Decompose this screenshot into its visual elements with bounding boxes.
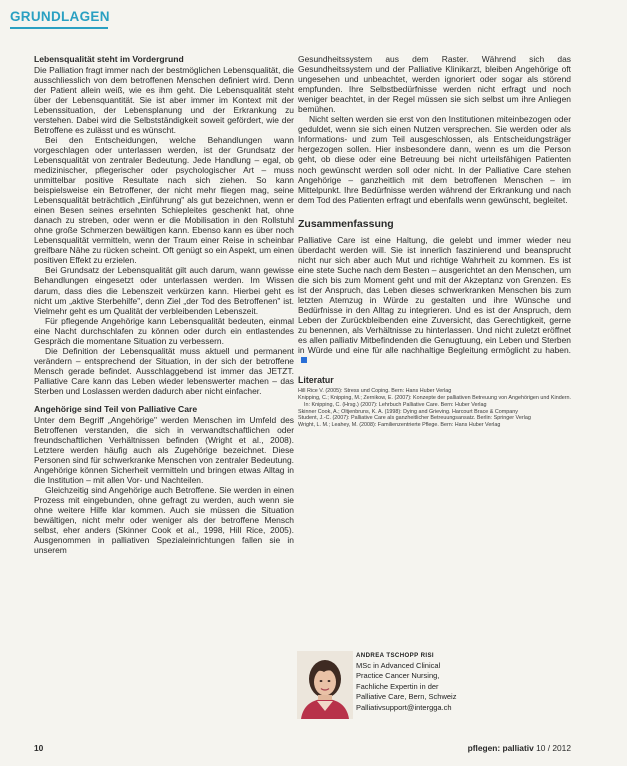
author-qualification: MSc in Advanced Clinical <box>356 661 441 670</box>
paragraph: Gleichzeitig sind Angehörige auch Betroffene. Sie werden in einen Prozess mit eingebunden, ohne gefragt zu werden, auch wenn sie ohne weitere Hilfe klar kommen. Auch sie müssen die Situation bewältigen, nicht mehr oder weniger als der betroffene Mensch selbst, eher anders (Skinner Cook et al., 1998, Hill Rice, 2005). Ausgenommen in palliativen Spezialeinrichtungen fallen sie in unserem <box>34 484 294 556</box>
paragraph: Nicht selten werden sie erst von den Institutionen miteinbezogen oder geduldet, wenn sie sich einen Nutzen versprechen. Sie werden oder als Informations- und zum Teil ausgeschlossen, als Entscheidungsträger hergezogen sollen. Hier insbesondere dann, wenn es um die Person geht, ob diese oder eine Betreuung bei nicht urteilsfähigen Patienten noch gewünscht werden soll oder nicht. In der Palliative Care stehen Angehörige – ganzheitlich mit dem betroffenen Menschen – im Mittelpunkt. Ihre Bedürfnisse werden während der Erkrankung und nach dem Tod des Patienten erfragt und ebenfalls wenn gewünscht, begleitet. <box>298 114 571 205</box>
journal-name: pflegen: palliativ <box>467 743 534 753</box>
author-qualification: Practice Cancer Nursing, <box>356 671 440 681</box>
heading-lebensqualitaet: Lebensqualität steht im Vordergrund <box>34 54 184 64</box>
literature-item: Knipping, C.; Knipping, M.; Zernikow, E. (2007): Konzepte der palliativen Betreuung von Angehörigen und Kindern. In: Knipping, C. (Hrsg.) (2007): Lehrbuch Palliative Care. Bern: Huber Verlag <box>298 394 571 408</box>
right-column <box>298 54 571 429</box>
paragraph: Gesundheitssystem aus dem Raster. Während sich das Gesundheitssystem und der Palliative Klinikarzt, bleiben Angehörige oft ungesehen und unbeachtet, werden ignoriert oder sogar als störend empfunden. Ihre Selbstbedürfnisse werden nicht erfragt und noch weniger beachtet, in der Regel müssen sie sich selbst um ihre Anliegen bemühen. <box>298 54 571 115</box>
author-info <box>356 651 571 713</box>
footer-journal <box>468 743 571 753</box>
paragraph: Unter dem Begriff „Angehörige" werden Menschen im Umfeld des Betroffenen verstanden, die sich in verwandtschaftlichen oder freundschaftlichen Verhältnissen befinden (Wright et al., 2008). Letztere werden häufig auch als Zugehörige bezeichnet. Diese Personen sind für schwerkranke Menschen von zentraler Bedeutung. Angehörige können Sicherheit vermitteln und bringen etwas Alltag in die Institution – mit allen Vor- und Nachteilen. <box>34 414 294 485</box>
paragraph: Bei den Entscheidungen, welche Behandlungen wann vorgeschlagen oder unterlassen werden, ist der Grundsatz der Lebensqualität von zentraler Bedeutung. Jede Handlung – egal, ob medizinischer, pflegerischer oder psychologischer Art – muss unmittelbar positive Resultate nach sich ziehen. So kann beispielsweise ein Betroffener, der nicht mehr fliegen mag, seine Lebensqualität beträchtlich „Einführung" als gut bezeichnen, wenn er einen Besen seines ersehnten Schiepleites geschenkt hat, ohne danach zu streben, oder wenn er die Mobilisation in den Rollstuhl ohne große Schmerzen bewältigen kann. Ebenso kann es über noch Lebensqualität vermitteln, wenn der Traum einer Reise in scheinbar greifbare Nähe zu rücken scheint. Oft genügt so ein Aspekt, um einen positiven Effekt zu erzielen. <box>34 134 294 266</box>
author-box <box>297 651 572 719</box>
literature-list <box>298 388 571 429</box>
page-number: 10 <box>34 743 44 753</box>
author-email: Palliativsupport@intergga.ch <box>356 702 452 712</box>
heading-literatur: Literatur <box>298 375 334 386</box>
paragraph: Für pflegende Angehörige kann Lebensqualität bedeuten, einmal eine Nacht durchschlafen zu können oder durch ein entlastendes Gespräch die momentane Situation zu verbessern. <box>34 315 294 346</box>
paragraph: Die Definition der Lebensqualität muss aktuell und permanent verändern – entsprechend der Situation, in der sich der betroffene Mensch gerade befindet. Ausschlaggebend ist immer das JETZT. Palliative Care kann das Leben wieder lebenswerter machen – das Sterben und Loslassen werden dadurch aber nicht einfacher. <box>34 345 294 396</box>
paragraph: Bei Grundsatz der Lebensqualität gilt auch darum, wann gewisse Behandlungen eingesetzt oder unterlassen werden. Im Wissen darum, dass dies die Lebenszeit verkürzen kann. Hierbei geht es nicht um „aktive Sterbehilfe", denn Ziel „der Tod des Betroffenen" ist. Vielmehr geht es um Qualität der verbleibenden Lebenszeit. <box>34 265 294 316</box>
literature-item: Wright, L. M.; Leahey, M. (2008): Familienzentrierte Pflege. Bern: Hans Huber Verlag <box>298 422 501 429</box>
left-column <box>34 54 294 555</box>
journal-issue: 10 / 2012 <box>536 743 571 753</box>
literature-item: Skinner Cook, A.; Oltjenbruns, K. A. (1998): Dying and Grieving. Harcourt Brace & Company <box>298 408 518 415</box>
literature-item: Student, J.-C. (2007): Palliative Care als ganzheitlicher Betreuungsansatz. Berlin: Springer Verlag <box>298 415 531 422</box>
summary-text: Palliative Care ist eine Haltung, die gelebt und immer wieder neu überdacht werden will. Sie ist innerlich faszinierend und beansprucht nicht nur sich aber auch Mut und richtige Wahrheit zu kommen. Es ist eine stete Suche nach dem Besten – ausgerichtet an den Menschen, um die sich bis zum Moment geht und mit der Akzeptanz von Grenzen. Es ist der Anspruch, das Leben dieses schwerkranken Menschen bis zum letzten Atemzug in Würde zu gestalten und ihre Wünsche und Bedürfnisse in den Alltag zu integrieren. Und es ist der Anspruch, dem Leben der Zurückbleibenden eine Zuversicht, das Gerechtigkeit, gerne zu benennen, als Verhältnisse zu hinterlassen. Und nicht zuletzt eröffnet es allen palliativ Mitbefindenden die Genugtuung, ein Leben und Sterben in Würde und eine für alle nachhaltige Begleitung ermöglicht zu haben. <box>298 234 571 356</box>
section-header-rule <box>10 27 108 29</box>
literature-item: Hill Rice V. (2005): Stress und Coping. Bern: Hans Huber Verlag <box>298 387 452 394</box>
author-photo <box>297 651 353 719</box>
paragraph: Die Palliation fragt immer nach der bestmöglichen Lebensqualität, die ausschliesslich von dem betroffenen Menschen definiert wird. Denn der Patient allein weiß, wie es ihm geht. Die Lebensqualität steht über der Lebensquantität. Sie ist aber immer im Kontext mit der Lebenssituation, der Lebensplanung und der Erkrankung zu verstehen. Dabei wird die Selbstständigkeit soweit gefördert, wie der Betroffene es zulässt und es wünscht. <box>34 64 294 135</box>
summary-paragraph <box>298 235 571 366</box>
section-header: GRUNDLAGEN <box>10 9 110 24</box>
author-role: Fachliche Expertin in der <box>356 681 439 691</box>
author-role: Palliative Care, Bern, Schweiz <box>356 692 457 702</box>
heading-angehoerige: Angehörige sind Teil von Palliative Care <box>34 404 198 415</box>
heading-zusammenfassung: Zusammenfassung <box>298 217 394 230</box>
end-of-article-icon <box>301 357 307 363</box>
author-name: ANDREA TSCHOPP RISI <box>356 652 435 659</box>
